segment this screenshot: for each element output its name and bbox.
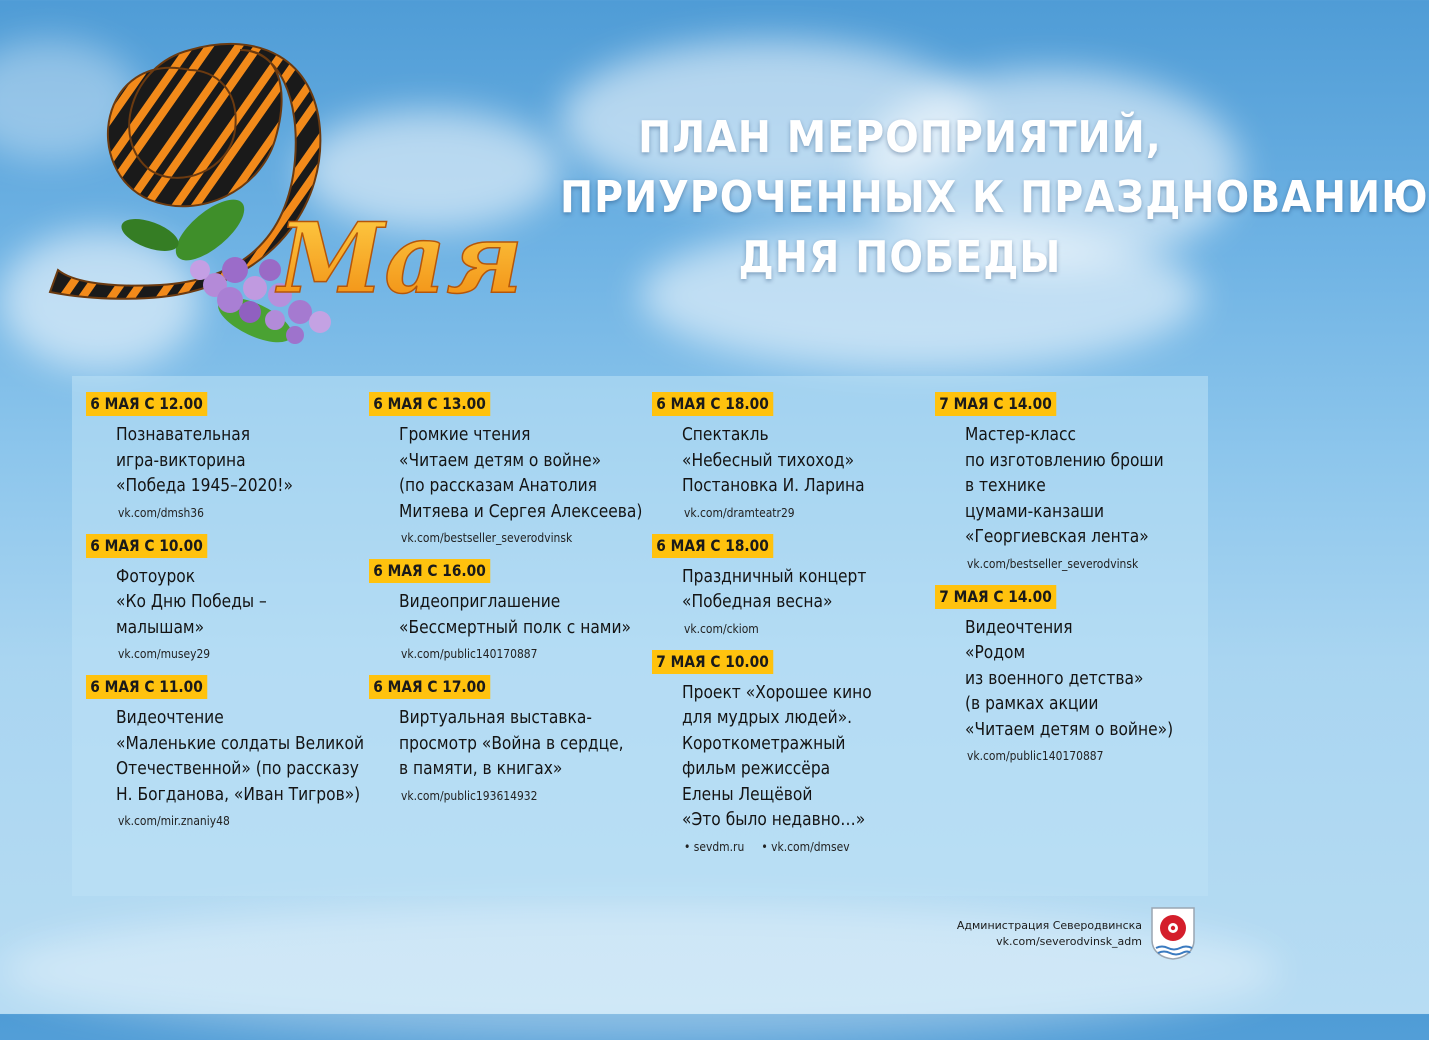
event-link[interactable]: vk.com/public140170887 [967, 748, 1104, 763]
footer-credits [957, 918, 1142, 950]
footer-org: Администрация Северодвинска [956, 919, 1142, 932]
event-links [684, 839, 889, 854]
event-link[interactable]: vk.com/musey29 [118, 646, 211, 661]
event-card [369, 559, 639, 661]
event-date-badge: 6 МАЯ С 11.00 [86, 675, 207, 699]
event-title: Мастер-класс по изготовлению броши в технике цумами-канзаши «Георгиевская лента» [965, 424, 1164, 547]
event-title: Видеочтения «Родом из военного детства» (в рамках акции «Читаем детям о войне») [965, 616, 1174, 740]
page-title [560, 108, 1429, 288]
event-card [652, 392, 922, 520]
events-column-3 [652, 392, 922, 868]
event-card [369, 675, 639, 803]
title-line: ПРИУРОЧЕННЫХ К ПРАЗДНОВАНИЮ [560, 172, 1429, 223]
event-title: Видеоприглашение «Бессмертный полк с нами» [399, 591, 632, 638]
event-link[interactable]: vk.com/dmsh36 [118, 504, 204, 520]
events-column-2 [369, 392, 643, 817]
event-card [369, 392, 643, 545]
event-title: Праздничный концерт «Победная весна» [682, 565, 867, 612]
event-link[interactable]: vk.com/ckiom [684, 620, 759, 636]
event-link[interactable]: • sevdm.ru [684, 838, 745, 854]
event-date-badge: 7 МАЯ С 14.00 [935, 392, 1056, 416]
title-line: ПЛАН МЕРОПРИЯТИЙ, [638, 112, 1162, 163]
event-title: Громкие чтения «Читаем детям о войне» (по рассказам Анатолия Митяева и Сергея Алексеева) [399, 424, 643, 522]
event-title: Проект «Хорошее кино для мудрых людей». Короткометражный фильм режиссёра Елены Лещёвой «Это было недавно…» [682, 681, 872, 830]
event-link[interactable]: vk.com/bestseller_severodvinsk [967, 555, 1139, 571]
city-crest-icon [1150, 906, 1196, 960]
event-title: Видеочтение «Маленькие солдаты Великой Отечественной» (по рассказу Н. Богданова, «Иван Тигров») [116, 707, 365, 805]
event-card [86, 392, 356, 520]
events-column-4 [935, 392, 1205, 777]
event-title: Познавательная игра-викторина «Победа 1945–2020!» [116, 424, 293, 496]
event-card [935, 392, 1205, 571]
victory-day-logo [40, 30, 523, 370]
event-date-badge: 6 МАЯ С 17.00 [369, 675, 490, 699]
event-date-badge: 6 МАЯ С 12.00 [86, 392, 207, 416]
event-date-badge: 6 МАЯ С 18.00 [652, 534, 773, 558]
event-link[interactable]: vk.com/mir.znaniy48 [118, 813, 230, 828]
event-date-badge: 6 МАЯ С 10.00 [86, 534, 207, 558]
event-card [652, 650, 922, 854]
event-link[interactable]: vk.com/public140170887 [401, 646, 538, 661]
event-link[interactable]: vk.com/public193614932 [401, 787, 538, 803]
events-column-1 [86, 392, 365, 842]
event-card [86, 675, 365, 828]
logo-word: Мая [278, 202, 523, 315]
event-date-badge: 7 МАЯ С 10.00 [652, 650, 773, 674]
event-title: Спектакль «Небесный тихоход» Постановка И. Ларина [682, 424, 865, 496]
ribbon-nine-illustration [40, 30, 523, 370]
leaf-icon [117, 213, 182, 258]
events-panel [72, 376, 1208, 896]
event-link[interactable]: • vk.com/dmsev [761, 838, 850, 854]
event-date-badge: 7 МАЯ С 14.00 [935, 585, 1056, 609]
event-title: Фотоурок «Ко Дню Победы – малышам» [116, 565, 267, 638]
event-title: Виртуальная выставка- просмотр «Война в сердце, в памяти, в книгах» [399, 707, 624, 779]
footer-link[interactable]: vk.com/severodvinsk_adm [996, 935, 1142, 948]
event-link[interactable]: vk.com/bestseller_severodvinsk [401, 530, 573, 545]
event-link[interactable]: vk.com/dramteatr29 [684, 504, 795, 520]
event-date-badge: 6 МАЯ С 13.00 [369, 392, 490, 416]
title-line: ДНЯ ПОБЕДЫ [738, 232, 1062, 283]
event-card [935, 585, 1205, 764]
event-date-badge: 6 МАЯ С 16.00 [369, 559, 490, 583]
event-date-badge: 6 МАЯ С 18.00 [652, 392, 773, 416]
event-card [652, 534, 922, 636]
event-card [86, 534, 356, 662]
